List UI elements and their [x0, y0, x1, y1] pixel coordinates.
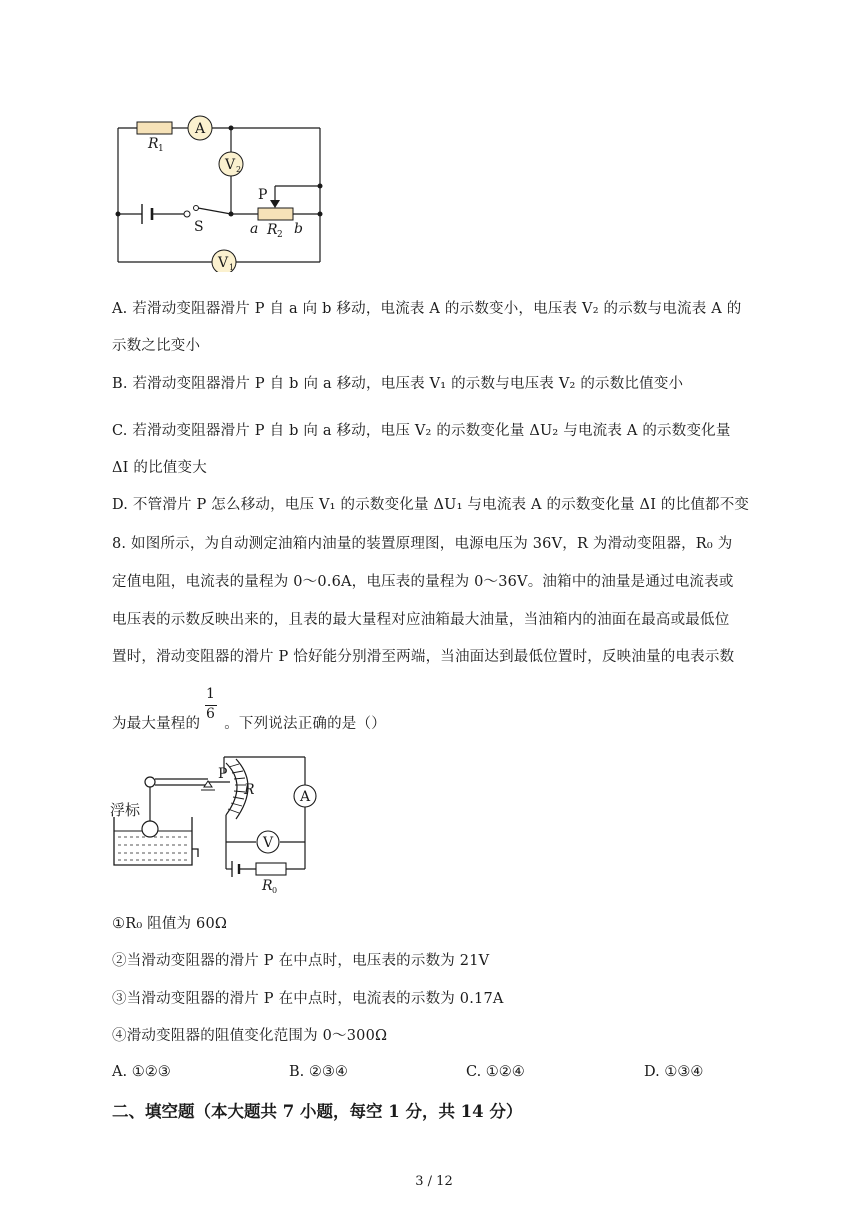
circuit-diagram-1	[110, 112, 340, 272]
svg-text:V: V	[225, 157, 236, 173]
q7-option-b: B. 若滑动变阻器滑片 P 自 b 向 a 移动，电压表 V₁ 的示数与电压表 V₂ 的示数比值变小	[112, 376, 684, 392]
svg-text:P: P	[218, 766, 228, 782]
svg-text:R: R	[148, 136, 159, 152]
q8-line3: 电压表的示数反映出来的，且表的最大量程对应油箱最大油量，当油箱内的油面在最高或最低位	[112, 612, 730, 628]
q8-line2: 定值电阻，电流表的量程为 0～0.6A，电压表的量程为 0～36V。油箱中的油量是通过电流表或	[112, 574, 734, 590]
svg-text:R: R	[244, 782, 255, 798]
svg-text:0: 0	[272, 886, 278, 895]
q8-line1: 8. 如图所示，为自动测定油箱内油量的装置原理图，电源电压为 36V，R 为滑动变阻器，R₀ 为	[112, 536, 733, 552]
fraction-denominator: 6	[206, 706, 215, 722]
choice-a: A. ①②③	[112, 1064, 171, 1080]
svg-text:2: 2	[236, 165, 242, 174]
fraction-numerator: 1	[206, 686, 215, 702]
q7-option-d: D. 不管滑片 P 怎么移动，电压 V₁ 的示数变化量 ΔU₁ 与电流表 A 的示数变化量 ΔI 的比值都不变	[112, 497, 750, 513]
svg-text:R: R	[267, 222, 278, 238]
svg-text:V: V	[218, 255, 229, 271]
statement-1: ①R₀ 阻值为 60Ω	[112, 916, 228, 932]
section-heading: 二、填空题（本大题共 7 小题，每空 1 分，共 14 分）	[112, 1102, 523, 1121]
q8-line5-end: 。下列说法正确的是（）	[224, 716, 386, 732]
svg-text:V: V	[262, 835, 274, 851]
choice-d: D. ①③④	[644, 1064, 704, 1080]
statement-2: ②当滑动变阻器的滑片 P 在中点时，电压表的示数为 21V	[112, 953, 490, 969]
svg-text:2: 2	[277, 230, 283, 240]
page-number: 3 / 12	[415, 1174, 453, 1189]
svg-text:浮标: 浮标	[110, 801, 141, 819]
circuit-diagram-2	[108, 745, 343, 895]
svg-text:1: 1	[158, 144, 164, 154]
svg-text:1: 1	[229, 263, 235, 272]
q8-line5-start: 为最大量程的	[112, 716, 201, 732]
q8-line5	[112, 712, 386, 733]
choice-b: B. ②③④	[289, 1064, 348, 1080]
fraction-bar	[205, 705, 217, 706]
q7-option-a-line1: A. 若滑动变阻器滑片 P 自 a 向 b 移动，电流表 A 的示数变小，电压表 V₂ 的示数与电流表 A 的	[112, 301, 742, 317]
statement-4: ④滑动变阻器的阻值变化范围为 0～300Ω	[112, 1028, 388, 1044]
svg-text:b: b	[294, 221, 303, 237]
svg-text:a: a	[250, 221, 259, 237]
svg-text:S: S	[194, 219, 204, 235]
svg-text:R: R	[262, 878, 273, 894]
svg-text:P: P	[258, 187, 268, 203]
svg-text:A: A	[194, 121, 206, 137]
svg-text:A: A	[299, 789, 311, 805]
q7-option-c-line2: ΔI 的比值变大	[112, 460, 207, 476]
statement-3: ③当滑动变阻器的滑片 P 在中点时，电流表的示数为 0.17A	[112, 991, 504, 1007]
fraction-one-sixth	[206, 684, 215, 724]
q8-line4: 置时，滑动变阻器的滑片 P 恰好能分别滑至两端，当油面达到最低位置时，反映油量的电表示数	[112, 649, 735, 665]
q7-option-a-line2: 示数之比变小	[112, 338, 201, 354]
choice-c: C. ①②④	[466, 1064, 525, 1080]
q7-option-c-line1: C. 若滑动变阻器滑片 P 自 b 向 a 移动，电压 V₂ 的示数变化量 ΔU₂ 与电流表 A 的示数变化量	[112, 423, 731, 439]
